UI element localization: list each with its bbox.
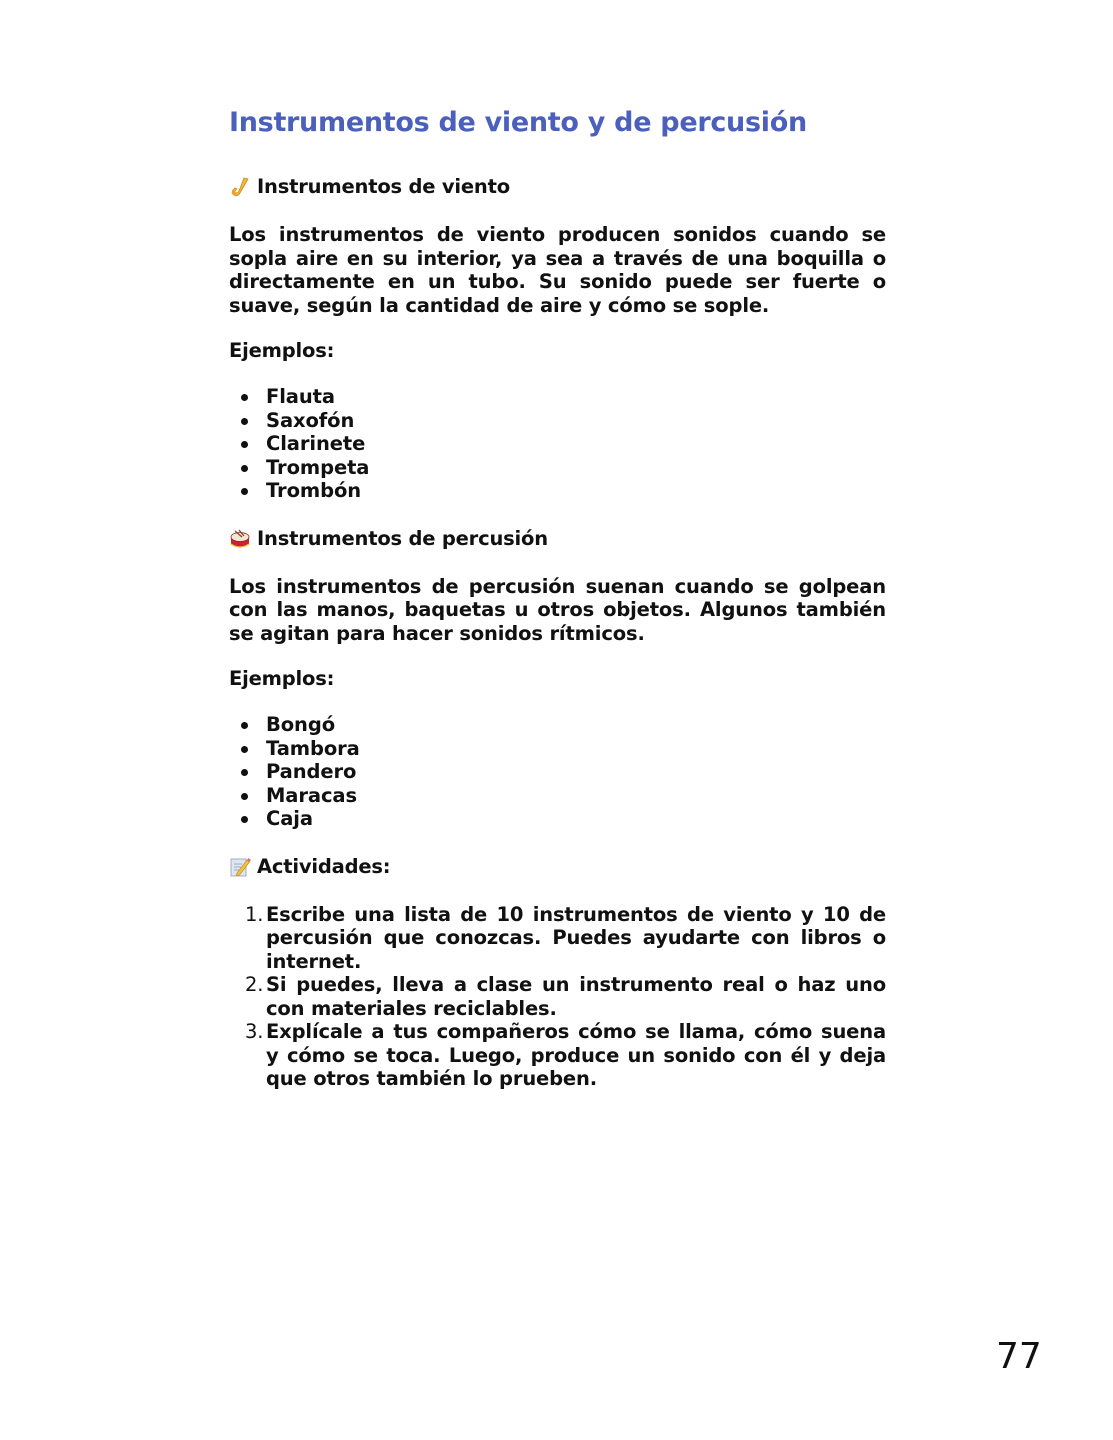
wind-examples-label: Ejemplos: (229, 339, 335, 362)
percussion-examples-label: Ejemplos: (229, 667, 335, 690)
list-item-text: Saxofón (266, 408, 355, 432)
bullet-icon (241, 441, 248, 448)
list-item (229, 385, 886, 409)
percussion-examples-list (229, 713, 886, 831)
wind-paragraph: Los instrumentos de viento producen sonidos cuando se sopla aire en su interior, ya sea a través de una boquilla o directamente en un tubo. Su sonido puede ser fuerte o suave, según la cantidad de aire y cómo se sople. (229, 223, 886, 317)
bullet-icon (241, 394, 248, 401)
percussion-paragraph: Los instrumentos de percusión suenan cuando se golpean con las manos, baquetas u otros objetos. Algunos también se agitan para hacer sonidos rítmicos. (229, 574, 886, 645)
bullet-icon (241, 746, 248, 753)
list-item (229, 479, 886, 503)
percussion-heading-text: Instrumentos de percusión (257, 526, 548, 550)
list-item-text: Pandero (266, 760, 357, 783)
list-item (229, 713, 886, 737)
wind-examples-list (229, 385, 886, 503)
bullet-icon (241, 465, 248, 472)
list-item (229, 737, 886, 761)
bullet-icon (241, 488, 248, 495)
list-item-text: Tambora (266, 736, 360, 760)
list-item (229, 784, 886, 808)
bullet-icon (241, 793, 248, 800)
list-item-text: Clarinete (266, 432, 366, 455)
wind-section-heading (229, 175, 886, 199)
list-item-text: Bongó (266, 713, 335, 736)
list-item-text: Maracas (266, 783, 357, 807)
list-item (229, 432, 886, 456)
activity-item (229, 973, 886, 1020)
activity-text: Si puedes, lleva a clase un instrumento real o haz uno con materiales reciclables. (266, 973, 886, 1020)
page-content (229, 104, 886, 1091)
activity-number: 3. (245, 1020, 264, 1043)
activity-text: Explícale a tus compañeros cómo se llama, cómo suena y cómo se toca. Luego, produce un sonido con él y deja que otros también lo prueben. (266, 1020, 886, 1090)
activity-item (229, 1020, 886, 1091)
bullet-icon (241, 816, 248, 823)
activities-list (229, 903, 886, 1091)
memo-icon (229, 856, 251, 878)
list-item (229, 760, 886, 784)
bullet-icon (241, 418, 248, 425)
list-item (229, 807, 886, 831)
activities-section-heading (229, 855, 886, 879)
percussion-section-heading (229, 527, 886, 551)
list-item-text: Trompeta (266, 455, 370, 479)
activity-item (229, 903, 886, 974)
activities-heading-text: Actividades: (257, 854, 391, 878)
list-item-text: Caja (266, 807, 313, 830)
drum-icon (229, 528, 251, 550)
saxophone-icon (229, 176, 251, 198)
list-item (229, 456, 886, 480)
bullet-icon (241, 769, 248, 776)
page-title: Instrumentos de viento y de percusión (229, 107, 807, 138)
activity-number: 2. (245, 973, 264, 996)
list-item (229, 409, 886, 433)
activity-number: 1. (245, 902, 264, 926)
wind-heading-text: Instrumentos de viento (257, 175, 510, 198)
activity-text: Escribe una lista de 10 instrumentos de viento y 10 de percusión que conozcas. Puedes ayudarte con libros o internet. (266, 902, 886, 973)
list-item-text: Flauta (266, 385, 335, 408)
list-item-text: Trombón (266, 479, 362, 502)
bullet-icon (241, 722, 248, 729)
page-number: 77 (996, 1336, 1042, 1377)
